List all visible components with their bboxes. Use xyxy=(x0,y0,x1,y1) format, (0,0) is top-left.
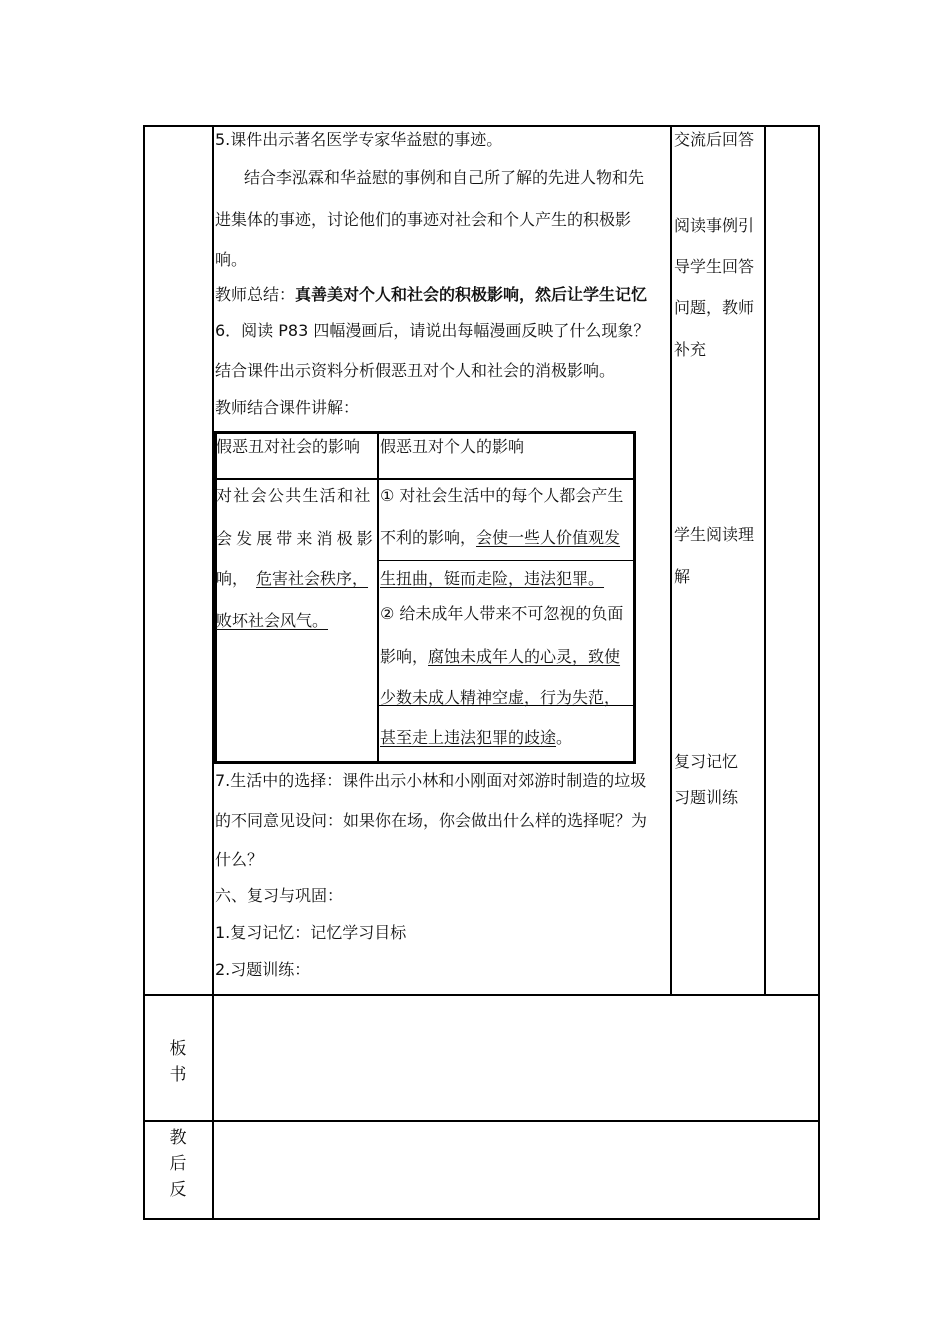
review-item: 1.复习记忆：记忆学习目标 xyxy=(215,923,407,942)
impact-table xyxy=(214,431,636,764)
individual-impact-text xyxy=(380,647,620,667)
discussion-text: 进集体的事迹，讨论他们的事迹对社会和个人产生的积极影 xyxy=(215,210,632,229)
teacher-summary xyxy=(215,285,647,305)
society-impact-underlined: 败坏社会风气。 xyxy=(216,611,329,630)
item-5: 5.课件出示著名医学专家华益慰的事迹。 xyxy=(215,130,503,149)
student-activity: 补充 xyxy=(674,340,707,359)
item-6: 6．阅读 P83 四幅漫画后，请说出每幅漫画反映了什么现象？ xyxy=(215,321,650,340)
student-activity: 问题，教师 xyxy=(674,298,755,317)
student-activity: 复习记忆 xyxy=(674,752,739,771)
analysis-text: 结合课件出示资料分析假恶丑对个人和社会的消极影响。 xyxy=(215,361,616,380)
individual-impact-text: ② 给未成年人带来不可忽视的负面 xyxy=(380,604,624,623)
individual-impact-text: ① 对社会生活中的每个人都会产生 xyxy=(380,486,624,505)
impact-table-header-society: 假恶丑对社会的影响 xyxy=(216,437,361,456)
student-activity: 学生阅读理 xyxy=(674,525,755,544)
society-impact-text: 会发展带来消极影 xyxy=(216,529,377,548)
item-7: 7.生活中的选择：课件出示小林和小刚面对郊游时制造的垃圾 xyxy=(215,771,647,790)
society-impact-part: 响， xyxy=(216,569,249,588)
underline-rule xyxy=(379,560,634,561)
summary-prefix: 教师总结： xyxy=(215,285,296,304)
reflection-label: 反 xyxy=(169,1180,187,1200)
discussion-text: 响。 xyxy=(215,250,248,269)
individual-impact-text xyxy=(380,728,572,748)
society-impact-underlined: 危害社会秩序， xyxy=(256,569,369,588)
student-activity: 阅读事例引 xyxy=(674,216,755,235)
teacher-explain: 教师结合课件讲解： xyxy=(215,398,360,417)
individual-impact-underlined: 腐蚀未成年人的心灵，致使 xyxy=(428,647,621,666)
summary-emphasis: 真善美对个人和社会的积极影响，然后让学生记忆 xyxy=(295,285,648,304)
table-divider xyxy=(143,1120,820,1122)
discussion-text: 结合李泓霖和华益慰的事例和自己所了解的先进人物和先 xyxy=(244,168,645,187)
reflection-label: 教 xyxy=(169,1128,187,1148)
board-label: 书 xyxy=(169,1065,187,1085)
individual-impact-part: 不利的影响， xyxy=(380,528,477,547)
society-impact-text xyxy=(216,569,368,589)
board-label: 板 xyxy=(169,1039,187,1059)
table-divider xyxy=(670,125,672,995)
item-7: 什么？ xyxy=(215,850,264,869)
reflection-label: 后 xyxy=(169,1154,187,1174)
impact-table-divider xyxy=(214,478,636,480)
society-impact-text: 对社会公共生活和社 xyxy=(216,486,372,505)
impact-table-header-individual: 假恶丑对个人的影响 xyxy=(380,437,525,456)
review-item: 2.习题训练： xyxy=(215,960,311,979)
student-activity: 解 xyxy=(674,567,691,586)
individual-impact-underlined: 生扭曲，铤而走险，违法犯罪。 xyxy=(380,569,605,588)
table-divider xyxy=(143,994,820,996)
table-divider xyxy=(764,125,766,995)
individual-impact-underlined: 会使一些人价值观发 xyxy=(476,528,621,547)
impact-table-divider xyxy=(377,431,379,764)
section-6-heading: 六、复习与巩固： xyxy=(215,886,344,905)
student-activity: 交流后回答 xyxy=(674,130,755,149)
student-activity: 习题训练 xyxy=(674,788,739,807)
individual-impact-part: 。 xyxy=(556,728,573,747)
individual-impact-text: 少数未成人精神空虚，行为失范， xyxy=(380,688,621,707)
individual-impact-underlined: 甚至走上违法犯罪的歧途 xyxy=(380,728,557,747)
student-activity: 导学生回答 xyxy=(674,257,755,276)
individual-impact-text xyxy=(380,528,620,548)
item-7: 的不同意见设问：如果你在场，你会做出什么样的选择呢？为 xyxy=(215,811,648,830)
individual-impact-part: 影响， xyxy=(380,647,429,666)
